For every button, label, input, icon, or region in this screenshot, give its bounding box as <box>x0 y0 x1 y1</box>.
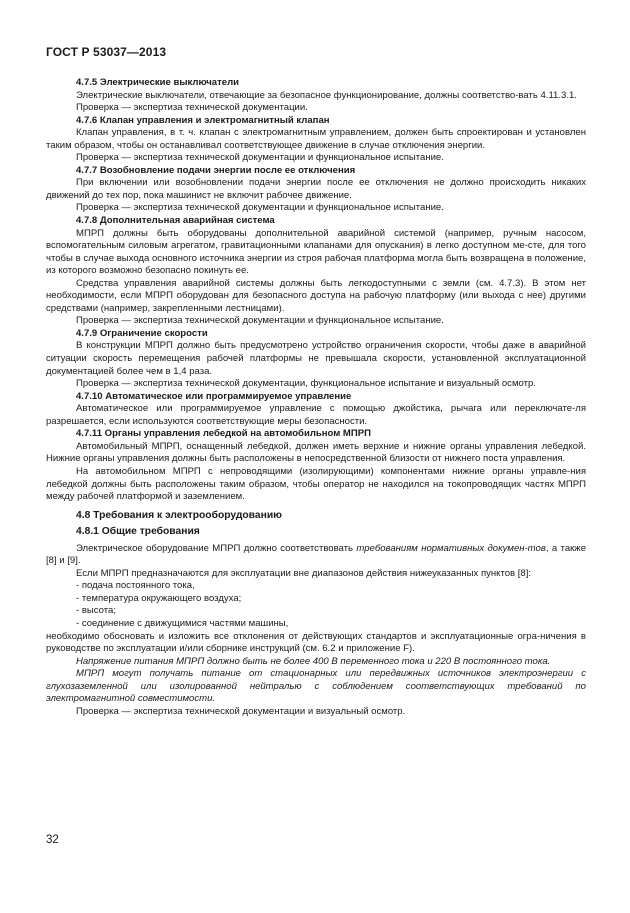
paragraph: Электрические выключатели, отвечающие за безопасное функционирование, должны соответство-вать 4.11.3.1. <box>76 89 577 101</box>
section-heading-4-8-1: 4.8.1 Общие требования <box>76 526 200 538</box>
paragraph: Проверка — экспертиза технической документации, функциональное испытание и визуальный осмотр. <box>76 378 536 390</box>
section-heading-4-8: 4.8 Требования к электрооборудованию <box>76 509 282 521</box>
paragraph: На автомобильном МПРП с непроводящими (изолирующими) компонентами нижние органы управле-ния лебедкой должны быть расположены таким образом, чтобы оператор не находился на токопроводящих частях МПРП между рабочей платформой и заземлением. <box>46 465 586 503</box>
section-heading-4-7-11: 4.7.11 Органы управления лебедкой на автомобильном МПРП <box>76 428 371 440</box>
paragraph: При включении или возобновлении подачи энергии после ее отключения не должно происходить никаких движений до тех пор, пока машинист не включит рабочее движение. <box>46 177 586 201</box>
paragraph: Проверка — экспертиза технической документации и функциональное испытание. <box>76 315 444 327</box>
section-heading-4-7-5: 4.7.5 Электрические выключатели <box>76 77 240 88</box>
paragraph-text: Электрическое оборудование МПРП должно соответствовать <box>76 542 357 554</box>
paragraph-text: , а также [8] и [9]. <box>46 542 587 567</box>
list-item: - температура окружающего воздуха; <box>76 592 242 604</box>
paragraph: Клапан управления, в т. ч. клапан с электромагнитным управлением, должен быть спроектирован и установлен таким образом, чтобы он останавливал соответствующее движение в случае отключения энергии. <box>46 127 586 151</box>
italic-reference: требованиям нормативных докумен-тов <box>356 542 546 554</box>
list-item: - подача постоянного тока, <box>76 580 195 592</box>
paragraph: Если МПРП предназначаются для эксплуатации вне диапазонов действия нижеуказанных пунктов [8]: <box>76 567 532 579</box>
paragraph-italic: Напряжение питания МПРП должно быть не более 400 В переменного тока и 220 В постоянного тока. <box>76 655 551 667</box>
section-heading-4-7-9: 4.7.9 Ограничение скорости <box>76 327 208 339</box>
paragraph: Проверка — экспертиза технической документации и функциональное испытание. <box>76 202 444 214</box>
section-heading-4-7-7: 4.7.7 Возобновление подачи энергии после ее отключения <box>76 164 356 176</box>
paragraph <box>46 543 586 568</box>
paragraph: Автоматическое или программируемое управление с помощью джойстика, рычага или переключате-ля разрешается, если используются соответствующие меры безопасности. <box>46 403 586 427</box>
document-header: ГОСТ Р 53037—2013 <box>46 45 167 59</box>
paragraph: Проверка — экспертиза технической документации. <box>76 102 308 114</box>
page-number: 32 <box>46 834 59 846</box>
document-body <box>46 77 586 718</box>
paragraph: В конструкции МПРП должно быть предусмотрено устройство ограничения скорости, чтобы даже в аварийной ситуации скорость перемещения рабочей платформы не превышала скорости, установленной эксплуатационной документацией более чем в 1,4 раза. <box>46 340 586 377</box>
paragraph: Средства управления аварийной системы должны быть легкодоступными с земли (см. 4.7.3). В этом нет необходимости, если МПРП оборудован для безопасного доступа на рабочую платформу (или выхода с нее) другими средствами (например, закрепленными лестницами). <box>46 277 586 314</box>
list-item: - высота; <box>76 605 116 617</box>
section-heading-4-7-8: 4.7.8 Дополнительная аварийная система <box>76 215 275 227</box>
paragraph: Проверка — экспертиза технической документации и функциональное испытание. <box>76 152 444 164</box>
paragraph: МПРП должны быть оборудованы дополнительной аварийной системой (например, ручным насосом, вспомогательным силовым агрегатом, гравитационными клапанами для опускания) в легко доступном ме-сте, для того чтобы в случае выхода основного источника энергии из строя рабочая платформа могла быть возвращена в положение, из которого возможно безопасно покинуть ее. <box>46 227 586 277</box>
list-item: - соединение с движущимися частями машины, <box>76 617 289 629</box>
paragraph: Автомобильный МПРП, оснащенный лебедкой, должен иметь верхние и нижние органы управления лебедкой. Нижние органы управления должны быть расположены в непосредственной близости от нижнего поста управления. <box>46 440 586 465</box>
section-heading-4-7-6: 4.7.6 Клапан управления и электромагнитный клапан <box>76 114 330 126</box>
paragraph: необходимо обосновать и изложить все отклонения от действующих стандартов и эксплуатационные огра-ничения в руководстве по эксплуатации и/или сборнике инструкций (см. 6.2 и приложение F). <box>46 630 586 655</box>
paragraph-italic: МПРП могут получать питание от стационарных или передвижных источников электроэнергии с глухозаземленной или изолированной нейтралью с соблюдением соответствующих требований по электромагнитной совместимости. <box>46 668 586 705</box>
section-heading-4-7-10: 4.7.10 Автоматическое или программируемое управление <box>76 390 352 402</box>
paragraph: Проверка — экспертиза технической документации и визуальный осмотр. <box>76 705 406 717</box>
